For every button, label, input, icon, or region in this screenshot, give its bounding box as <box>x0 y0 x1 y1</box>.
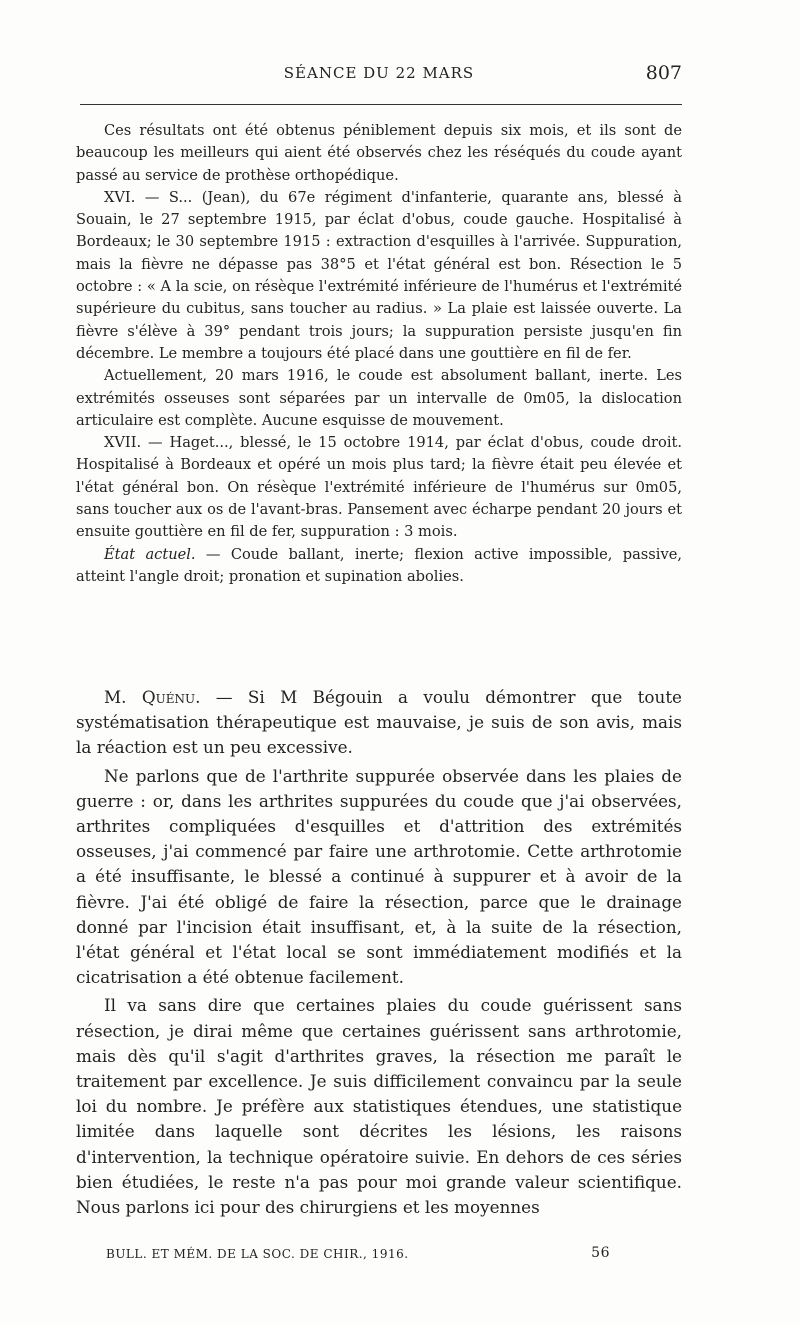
paragraph-quenu-intro <box>76 685 682 761</box>
speaker-name: M. Quénu. <box>104 687 201 707</box>
running-title: SÉANCE DU 22 MARS <box>283 64 475 82</box>
speaker-text: — Si M Bégouin a voulu démontrer que toute systématisation thérapeutique est mauvaise, je suis de son avis, mais la réaction est un peu excessive. <box>76 687 682 758</box>
state-text: — Coude ballant, inerte; flexion active impossible, passive, atteint l'angle droit; pronation et supination abolies. <box>76 545 682 585</box>
paragraph-arthrite: Ne parlons que de l'arthrite suppurée observée dans les plaies de guerre : or, dans les arthrites suppurées du coude que j'ai observées, arthrites compliquées d'esquilles et d'attrition des extrémités osseuses, j'ai commencé par faire une arthrotomie. Cette arthrotomie a été insuffisante, le blessé a continué à suppurer et à avoir de la fièvre. J'ai été obligé de faire la résection, parce que le drainage donné par l'incision était insuffisant, et, à la suite de la résection, l'état général et l'état local se sont immédiatement modifiés et la cicatrisation a été obtenue facilement. <box>76 765 682 988</box>
case-reports <box>76 120 682 588</box>
page-footer <box>106 1247 610 1261</box>
discussion <box>76 685 682 1223</box>
paragraph-case-xvi: XVI. — S... (Jean), du 67e régiment d'infanterie, quarante ans, blessé à Souain, le 27 septembre 1915, par éclat d'obus, coude gauche. Hospitalisé à Bordeaux; le 30 septembre 1915 : extraction d'esquilles à l'arrivée. Suppuration, mais la fièvre ne dépasse pas 38°5 et l'état général est bon. Résection le 5 octobre : « A la scie, on résèque l'extrémité inférieure de l'humérus et l'extrémité supérieure du cubitus, sans toucher au radius. » La plaie est laissée ouverte. La fièvre s'élève à 39° pendant trois jours; la suppuration persiste jusqu'en fin décembre. Le membre a toujours été placé dans une gouttière en fil de fer. <box>76 188 682 362</box>
page-header <box>76 62 682 92</box>
bulletin-reference: BULL. ET MÉM. DE LA SOC. DE CHIR., 1916. <box>106 1247 409 1261</box>
page-number: 807 <box>645 62 682 84</box>
paragraph-case-xvii-current <box>76 544 682 589</box>
signature-number: 56 <box>591 1245 610 1261</box>
state-label: État actuel. <box>104 545 196 563</box>
paragraph-case-xvi-current: Actuellement, 20 mars 1916, le coude est absolument ballant, inerte. Les extrémités osseuses sont séparées par un intervalle de 0m05, la dislocation articulaire est complète. Aucune esquisse de mouvement. <box>76 367 682 429</box>
paragraph-results: Ces résultats ont été obtenus péniblement depuis six mois, et ils sont de beaucoup les meilleurs qui aient été observés chez les réséqués du coude ayant passé au service de prothèse orthopédique. <box>76 122 682 184</box>
paragraph-case-xvii: XVII. — Haget..., blessé, le 15 octobre 1914, par éclat d'obus, coude droit. Hospitalisé à Bordeaux et opéré un mois plus tard; la fièvre était peu élevée et l'état général bon. On résèque l'extrémité inférieure de l'humérus sur 0m05, sans toucher aux os de l'avant-bras. Pansement avec écharpe pendant 20 jours et ensuite gouttière en fil de fer, suppuration : 3 mois. <box>76 434 682 541</box>
header-rule <box>80 104 682 105</box>
paragraph-resection: Il va sans dire que certaines plaies du coude guérissent sans résection, je dirai même que certaines guérissent sans arthrotomie, mais dès qu'il s'agit d'arthrites graves, la résection me paraît le traitement par excellence. Je suis difficilement convaincu par la seule loi du nombre. Je préfère aux statistiques étendues, une statistique limitée dans laquelle sont décrites les lésions, les raisons d'intervention, la technique opératoire suivie. En dehors de ces séries bien étudiées, le reste n'a pas pour moi grande valeur scientifique. Nous parlons ici pour des chirurgiens et les moyennes <box>76 995 682 1218</box>
